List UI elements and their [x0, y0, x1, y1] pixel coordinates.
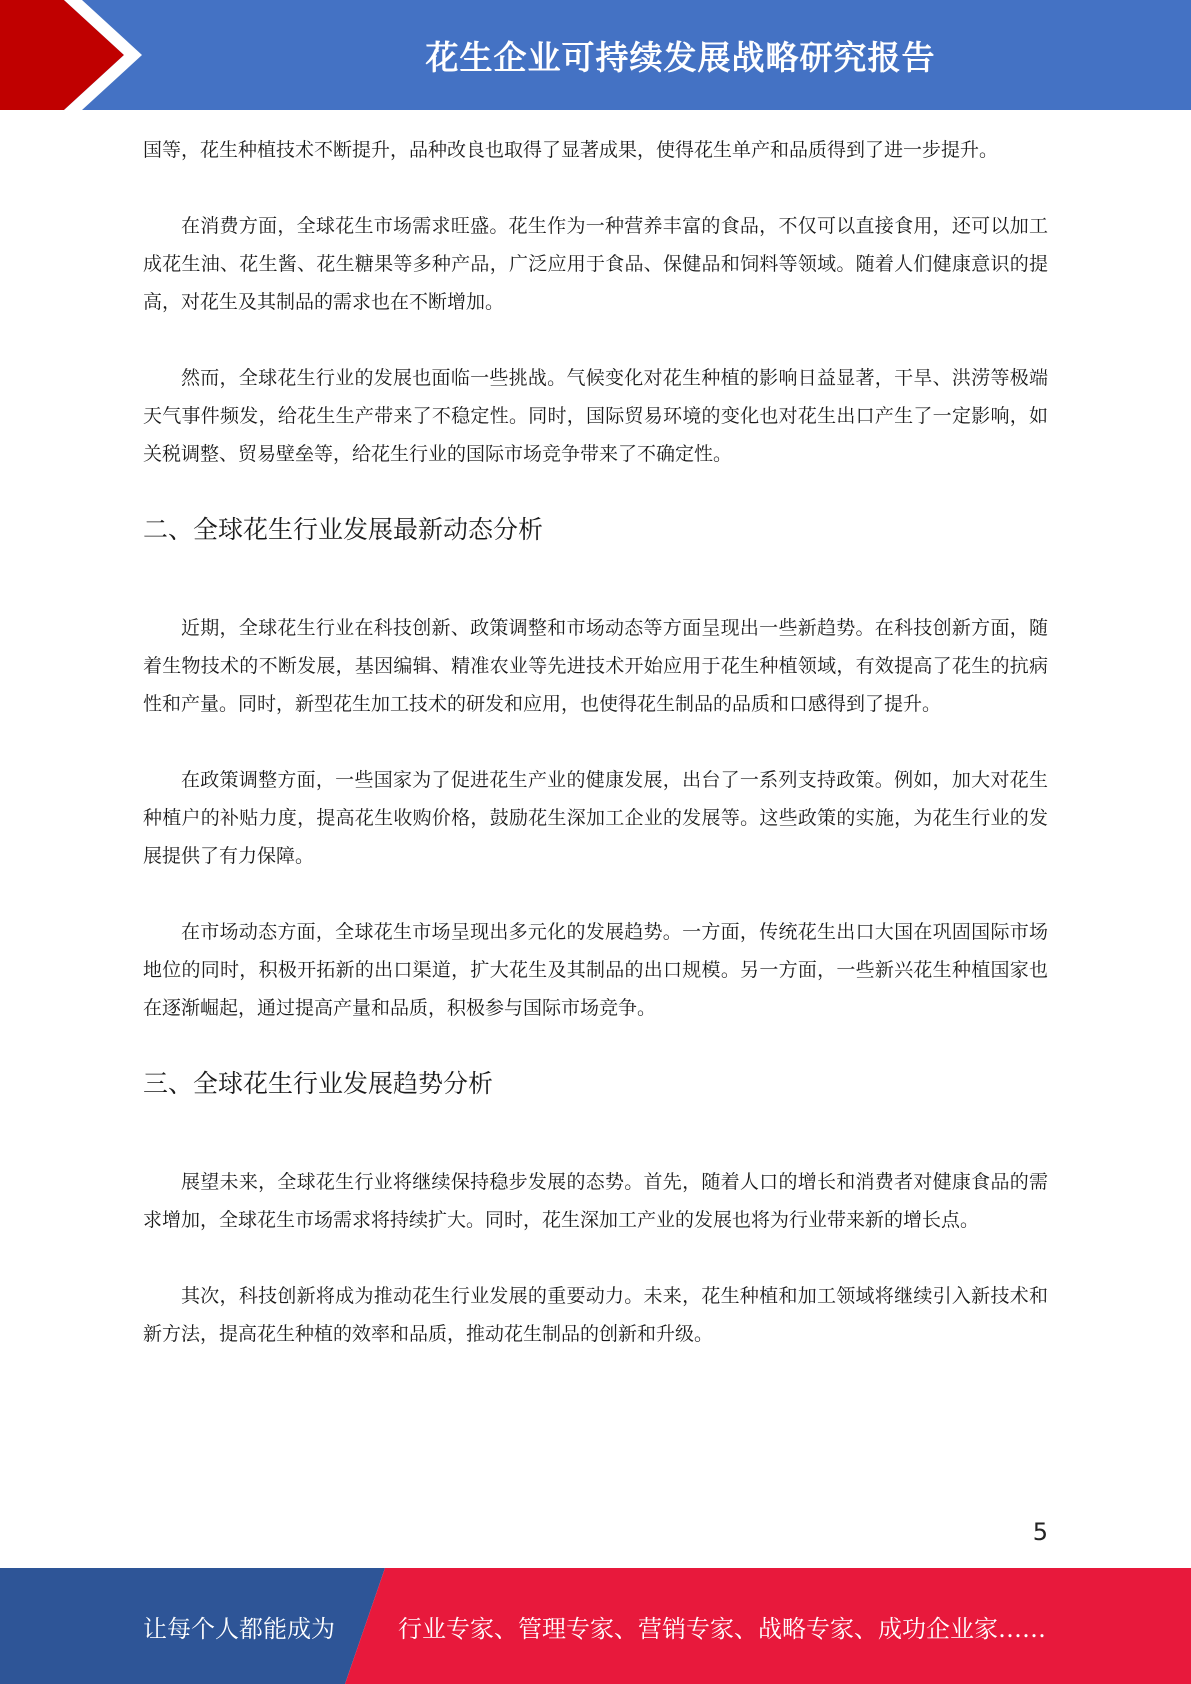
paragraph-market: 在市场动态方面，全球花生市场呈现出多元化的发展趋势。一方面，传统花生出口大国在巩固国际市场地位的同时，积极开拓新的出口渠道，扩大花生及其制品的出口规模。另一方面，一些新兴花生种植国家也在逐渐崛起，通过提高产量和品质，积极参与国际市场竞争。	[143, 921, 1048, 1019]
section-3-heading: 三、全球花生行业发展趋势分析	[143, 1069, 494, 1098]
paragraph-continued: 国等，花生种植技术不断提升，品种改良也取得了显著成果，使得花生单产和品质得到了进一步提升。	[143, 139, 999, 161]
page-number: 5	[1032, 1518, 1048, 1546]
paragraph-outlook: 展望未来，全球花生行业将继续保持稳步发展的态势。首先，随着人口的增长和消费者对健康食品的需求增加，全球花生市场需求将持续扩大。同时，花生深加工产业的发展也将为行业带来新的增长点。	[143, 1171, 1048, 1231]
paragraph-challenges: 然而，全球花生行业的发展也面临一些挑战。气候变化对花生种植的影响日益显著，干旱、洪涝等极端天气事件频发，给花生生产带来了不稳定性。同时，国际贸易环境的变化也对花生出口产生了一定影响，如关税调整、贸易壁垒等，给花生行业的国际市场竞争带来了不确定性。	[143, 367, 1048, 465]
footer-slogan-right: 行业专家、管理专家、营销专家、战略专家、成功企业家……	[398, 1614, 1046, 1643]
paragraph-tech-driver: 其次，科技创新将成为推动花生行业发展的重要动力。未来，花生种植和加工领域将继续引入新技术和新方法，提高花生种植的效率和品质，推动花生制品的创新和升级。	[143, 1285, 1048, 1345]
paragraph-consumption: 在消费方面，全球花生市场需求旺盛。花生作为一种营养丰富的食品，不仅可以直接食用，还可以加工成花生油、花生酱、花生糖果等多种产品，广泛应用于食品、保健品和饲料等领域。随着人们健康意识的提高，对花生及其制品的需求也在不断增加。	[143, 215, 1048, 313]
page-footer	[0, 1568, 1191, 1684]
page-header	[0, 0, 1191, 110]
footer-slogan-left: 让每个人都能成为	[143, 1614, 335, 1643]
page-content	[143, 131, 1048, 1391]
section-2-heading: 二、全球花生行业发展最新动态分析	[143, 515, 544, 544]
paragraph-tech-innovation: 近期，全球花生行业在科技创新、政策调整和市场动态等方面呈现出一些新趋势。在科技创新方面，随着生物技术的不断发展，基因编辑、精准农业等先进技术开始应用于花生种植领域，有效提高了花生的抗病性和产量。同时，新型花生加工技术的研发和应用，也使得花生制品的品质和口感得到了提升。	[143, 617, 1048, 715]
report-title: 花生企业可持续发展战略研究报告	[425, 37, 936, 77]
paragraph-policy: 在政策调整方面，一些国家为了促进花生产业的健康发展，出台了一系列支持政策。例如，加大对花生种植户的补贴力度，提高花生收购价格，鼓励花生深加工企业的发展等。这些政策的实施，为花生行业的发展提供了有力保障。	[143, 769, 1048, 867]
